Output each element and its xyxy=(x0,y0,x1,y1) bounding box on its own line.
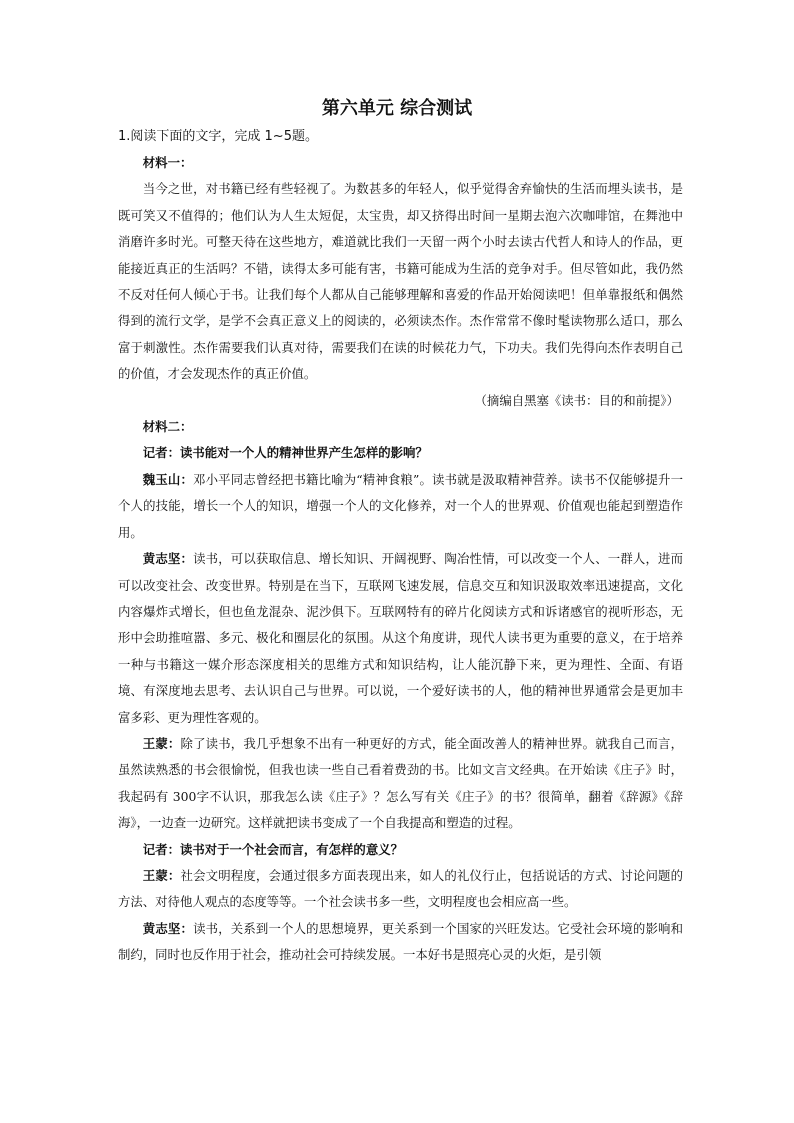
material-1-source: （摘编自黑塞《读书：目的和前提》） xyxy=(474,392,679,408)
reading-passage xyxy=(118,150,683,969)
page-title: 第六单元 综合测试 xyxy=(321,98,473,119)
reporter-question-text: 记者：读书对于一个社会而言，有怎样的意义？ xyxy=(142,841,403,857)
interview-question-1 xyxy=(118,440,683,466)
speaker-name: 魏玉山： xyxy=(142,471,194,487)
answer-text: 读书，可以获取信息、增长知识、开阔视野、陶冶性情，可以改变一个人、一群人，进而可以改变社会、改变世界。特别是在当下，互联网飞速发展，信息交互和知识汲取效率迅速提高，文化内容爆炸式增长，但也鱼龙混杂、泥沙俱下。互联网特有的碎片化阅读方式和诉诸感官的视听形态，无形中会助推喧嚣、多元、极化和圈层化的氛围。从这个角度讲，现代人读书更为重要的意义，在于培养一种与书籍这一媒介形态深度相关的思维方式和知识结构，让人能沉静下来，更为理性、全面、有语境、有深度地去思考、去认识自己与世界。可以说，一个爱好读书的人，他的精神世界通常会是更加丰富多彩、更为理性客观的。 xyxy=(118,551,684,725)
reporter-question-text: 记者：读书能对一个人的精神世界产生怎样的影响？ xyxy=(142,445,428,461)
answer-wei-yushan xyxy=(118,467,683,546)
answer-wang-meng-1 xyxy=(118,731,683,837)
speaker-name: 黄志坚： xyxy=(142,920,194,936)
material-1-heading: 材料一： xyxy=(142,155,193,170)
answer-huang-zhijian-1 xyxy=(118,546,683,731)
speaker-name: 王蒙： xyxy=(142,735,181,751)
answer-text: 除了读书，我几乎想象不出有一种更好的方式，能全面改善人的精神世界。就我自己而言，虽然读熟悉的书会很愉悦，但我也读一些自己看着费劲的书。比如文言文经典。在开始读《庄子》时，我起码有 300字不认识，那我怎么读《庄子》？怎么写有关《庄子》的书？很简单，翻着《辞源》《辞海》，一边查一边研究。这样就把读书变成了一个自我提高和塑造的过程。 xyxy=(118,735,684,831)
interview-question-2 xyxy=(118,837,683,863)
answer-huang-zhijian-2 xyxy=(118,916,683,969)
answer-wang-meng-2 xyxy=(118,863,683,916)
speaker-name: 王蒙： xyxy=(142,867,181,883)
answer-text: 邓小平同志曾经把书籍比喻为“精神食粮”。读书就是汲取精神营养。读书不仅能够提升一个人的技能，增长一个人的知识，增强一个人的文化修养，对一个人的世界观、价值观也能起到塑造作用。 xyxy=(118,471,684,540)
material-1-text: 当今之世，对书籍已经有些轻视了。为数甚多的年轻人，似乎觉得舍弃愉快的生活而埋头读书，是既可笑又不值得的；他们认为人生太短促，太宝贵，却又挤得出时间一星期去泡六次咖啡馆，在舞池中消磨许多时光。可整天待在这些地方，难道就比我们一天留一两个小时去读古代哲人和诗人的作品，更能接近真正的生活吗？不错，读得太多可能有害，书籍可能成为生活的竞争对手。但尽管如此，我仍然不反对任何人倾心于书。让我们每个人都从自己能够理解和喜爱的作品开始阅读吧！但单靠报纸和偶然得到的流行文学，是学不会真正意义上的阅读的，必须读杰作。杰作常常不像时髦读物那么适口，那么富于刺激性。杰作需要我们认真对待，需要我们在读的时候花力气，下功夫。我们先得向杰作表明自己的价值，才会发现杰作的真正价值。 xyxy=(118,181,683,382)
question-instruction: 1.阅读下面的文字，完成 1~5题。 xyxy=(118,129,318,144)
material-2-heading: 材料二： xyxy=(142,419,193,435)
speaker-name: 黄志坚： xyxy=(142,551,194,567)
answer-text: 社会文明程度，会通过很多方面表现出来，如人的礼仪行止，包括说话的方式、讨论问题的方法、对待他人观点的态度等等。一个社会读书多一些，文明程度也会相应高一些。 xyxy=(118,867,684,910)
answer-text: 读书，关系到一个人的思想境界，更关系到一个国家的兴旺发达。它受社会环境的影响和制约，同时也反作用于社会，推动社会可持续发展。一本好书是照亮心灵的火炬，是引领 xyxy=(118,920,684,963)
